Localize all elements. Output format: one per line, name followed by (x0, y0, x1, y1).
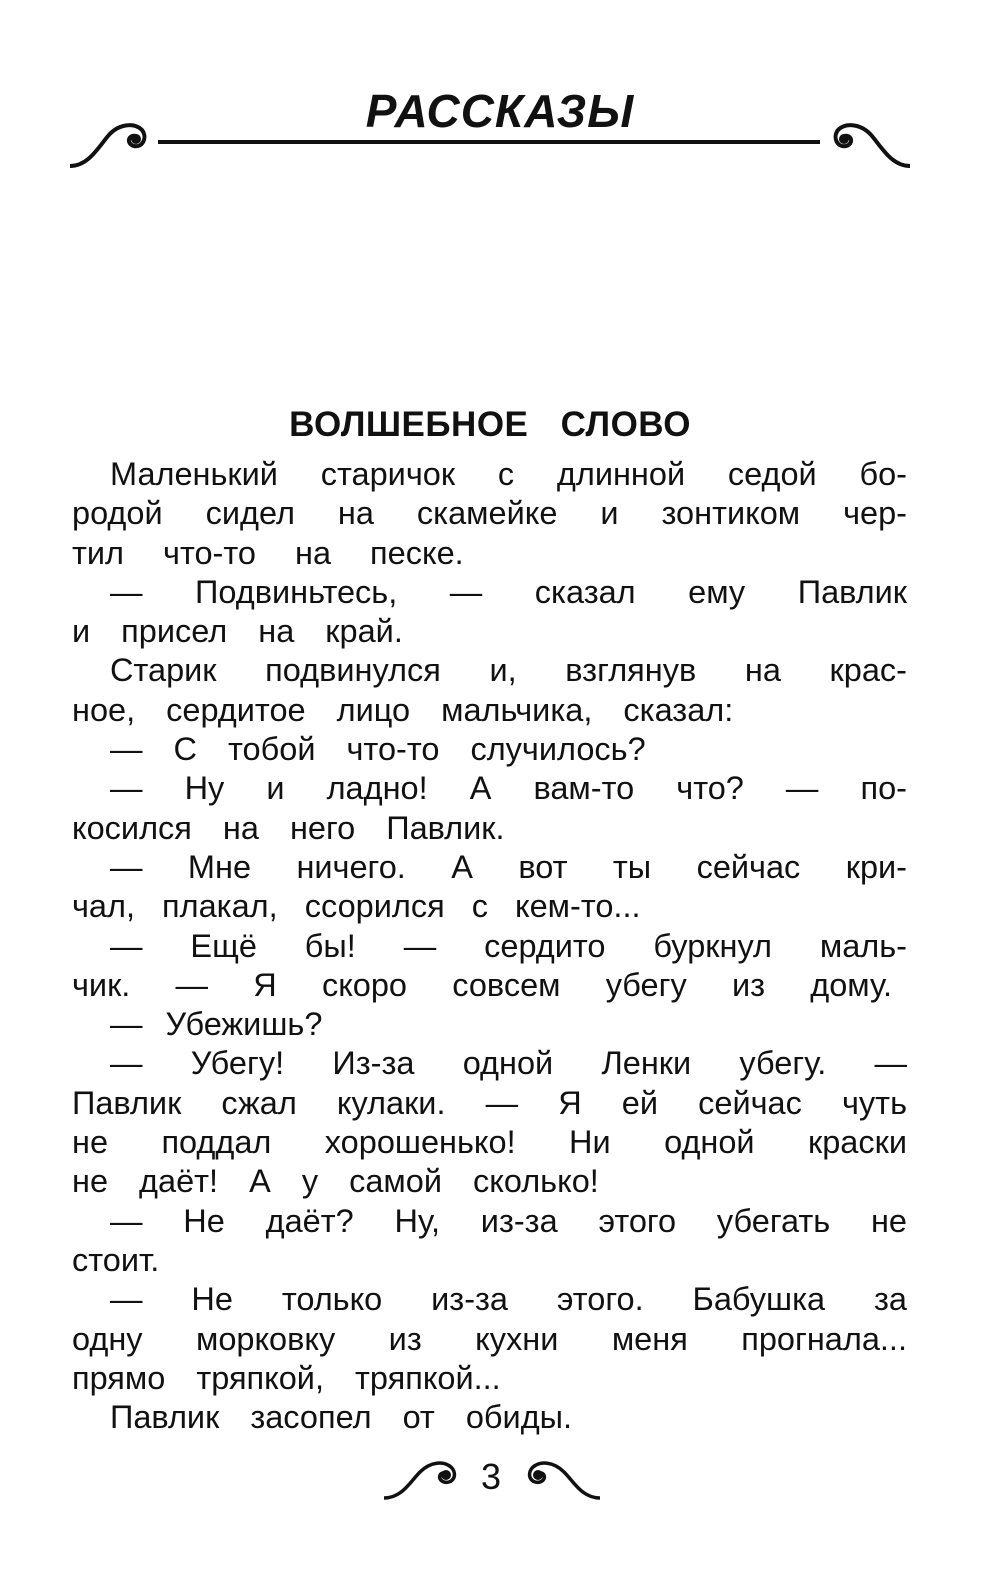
story-title: ВОЛШЕБНОЕ СЛОВО (289, 405, 691, 444)
section-title: РАССКАЗЫ (365, 85, 635, 137)
text-line: Старик подвинулся и, взглянув на крас- (110, 652, 907, 689)
text-line: чик. — Я скоро совсем убегу из дому. (72, 966, 892, 1003)
text-line: ное, сердитое лицо мальчика, сказал: (72, 691, 734, 728)
text-line: не даёт! А у самой сколько! (72, 1163, 599, 1200)
text-line: прямо тряпкой, тряпкой... (72, 1359, 501, 1396)
text-line: — Не даёт? Ну, из-за этого убегать не (110, 1202, 907, 1239)
text-line: Маленький старичок с длинной седой бо- (110, 456, 907, 492)
text-line: Павлик сжал кулаки. — Я ей сейчас чуть (72, 1084, 907, 1121)
page-number: 3 (480, 1456, 502, 1497)
text-line: косился на него Павлик. (72, 809, 505, 846)
text-line: стоит. (72, 1241, 160, 1278)
text-line: — Подвиньтесь, — сказал ему Павлик (110, 573, 907, 610)
text-line: — Убегу! Из-за одной Ленки убегу. — (110, 1045, 907, 1082)
text-line: чал, плакал, ссорился с кем-то... (72, 888, 641, 925)
text-line: — Ещё бы! — сердито буркнул маль- (110, 927, 907, 964)
text-line: не поддал хорошенько! Ни одной краски (72, 1124, 907, 1161)
text-line: одну морковку из кухни меня прогнала... (72, 1320, 907, 1357)
text-line: — С тобой что-то случилось? (110, 731, 646, 768)
text-line: — Мне ничего. А вот ты сейчас кри- (110, 848, 907, 885)
text-line: — Ну и ладно! А вам-то что? — по- (110, 770, 907, 807)
footer-right-swirl-icon (520, 1458, 602, 1502)
left-swirl-ornament-icon (68, 118, 158, 170)
text-line: Павлик засопел от обиды. (110, 1399, 573, 1436)
text-line: и присел на край. (72, 613, 403, 650)
story-body (72, 455, 907, 1437)
right-swirl-ornament-icon (822, 118, 912, 170)
text-line: родой сидел на скамейке и зонтиком чер- (72, 495, 907, 532)
text-line: — Убежишь? (110, 1006, 323, 1043)
text-line: — Не только из-за этого. Бабушка за (110, 1281, 907, 1318)
text-line: тил что-то на песке. (72, 534, 464, 571)
header-rule (158, 140, 820, 144)
